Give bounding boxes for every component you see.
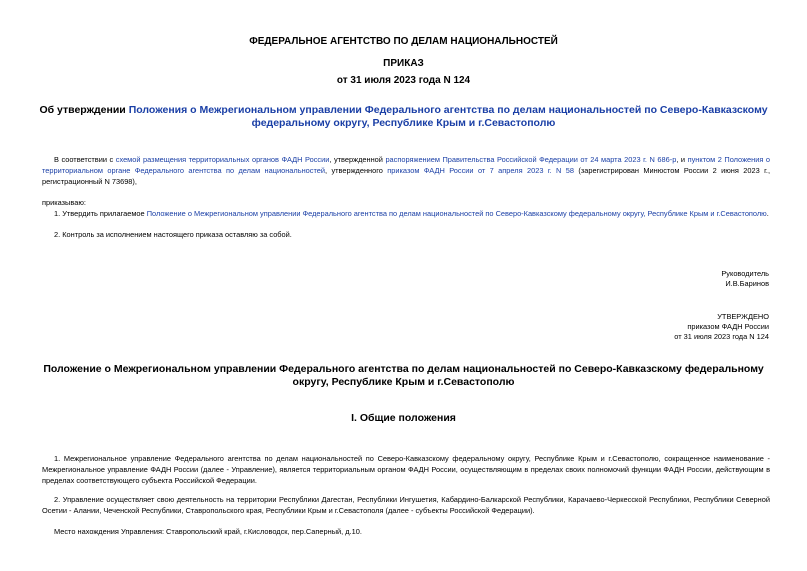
item-1: [54, 208, 770, 219]
signature-position: Руководитель: [721, 269, 769, 278]
order-heading: ПРИКАЗ: [383, 58, 424, 69]
government-order-link[interactable]: распоряжением Правительства Российской Федерации от 24 марта 2023 г. N 686-р: [385, 155, 677, 164]
paragraph-3: Место нахождения Управления: Ставропольский край, г.Кисловодск, пер.Саперный, д.10.: [54, 527, 362, 536]
regulation-clause-link[interactable]: пунктом 2 Положения о территориальном органе Федерального агентства по делам национальностей: [42, 155, 770, 175]
preamble-text-2: , утвержденной: [329, 155, 386, 164]
approved-by: приказом ФАДН России: [687, 322, 769, 331]
preamble-text-4: , утвержденного: [325, 166, 388, 175]
order-title-prefix: Об утверждении: [39, 104, 129, 116]
preamble-text-1: В соответствии с: [54, 155, 116, 164]
order-date: от 31 июля 2023 года N 124: [336, 75, 471, 86]
order-title: [30, 104, 777, 130]
preamble-text-3: , и: [676, 155, 688, 164]
item-1-text: 1. Утвердить прилагаемое: [54, 209, 147, 218]
item-1-end: .: [766, 209, 769, 218]
fadn-order-link[interactable]: приказом ФАДН России от 7 апреля 2023 г. N 58: [387, 166, 575, 175]
item-2: 2. Контроль за исполнением настоящего приказа оставляю за собой.: [54, 230, 292, 239]
signature-name: И.В.Баринов: [725, 279, 769, 288]
approved-label: УТВЕРЖДЕНО: [717, 312, 769, 321]
approved-date: от 31 июля 2023 года N 124: [674, 332, 769, 341]
order-verb: приказываю:: [42, 198, 86, 207]
agency-heading: ФЕДЕРАЛЬНОЕ АГЕНТСТВО ПО ДЕЛАМ НАЦИОНАЛЬНОСТЕЙ: [249, 36, 558, 47]
scheme-link[interactable]: схемой размещения территориальных органов ФАДН России: [115, 155, 330, 164]
section-title: I. Общие положения: [351, 412, 456, 424]
regulation-link[interactable]: Положение о Межрегиональном управлении Федерального агентства по делам национальностей по Северо-Кавказскому федеральному округу, Республике Крым и г.Севастополю: [146, 209, 767, 218]
paragraph-2: 2. Управление осуществляет свою деятельность на территории Республики Дагестан, Республики Ингушетия, Кабардино-Балкарской Республики, Карачаево-Черкесской Республики, Республики Северной Осетии - Алании, Чеченской Республики, Ставропольского края, Республики Крым и г.Севастополя (далее - субъекты Российской Федерации).: [42, 495, 770, 515]
regulation-title: Положение о Межрегиональном управлении Федерального агентства по делам национальностей по Северо-Кавказскому федеральному округу, Республике Крым и г.Севастополю: [43, 363, 764, 388]
paragraph-1: 1. Межрегиональное управление Федерального агентства по делам национальностей по Северо-Кавказскому федеральному округу, Республике Крым и г.Севастополю, сокращенное наименование - Межрегиональное управление ФАДН России (далее - Управление), является территориальным органом ФАДН России, осуществляющим в пределах своих полномочий функции ФАДН России, действующим в пределах соответствующего субъекта Российской Федерации.: [42, 454, 770, 485]
preamble-text-5: (зарегистрирован Минюстом России 2 июня 2023 г., регистрационный N 73698),: [42, 166, 771, 186]
order-title-link[interactable]: Положения о Межрегиональном управлении Федерального агентства по делам национальностей по Северо-Кавказскому федеральному округу, Республике Крым и г.Севастополю: [128, 104, 768, 129]
preamble-paragraph: [42, 154, 770, 187]
